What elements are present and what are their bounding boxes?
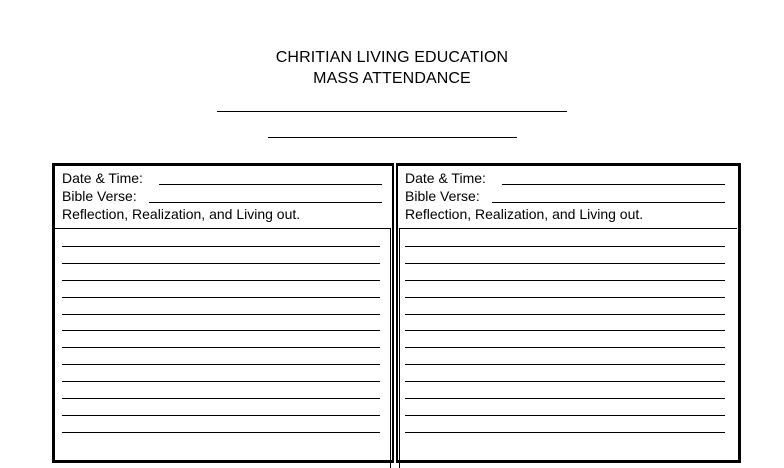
form-title: CHRITIAN LIVING EDUCATION xyxy=(275,49,509,66)
ruled-line xyxy=(62,347,380,348)
ruled-line xyxy=(405,263,725,264)
reflection-field xyxy=(62,205,384,223)
ruled-line xyxy=(62,381,380,382)
name-blank-line xyxy=(217,111,567,112)
bible-verse-blank xyxy=(492,202,725,203)
ruled-line xyxy=(62,330,380,331)
bible-verse-field xyxy=(62,187,384,205)
ruled-line xyxy=(62,314,380,315)
date-time-field xyxy=(405,169,727,187)
bible-verse-blank xyxy=(149,202,382,203)
panel-divider xyxy=(392,163,398,463)
ruled-line xyxy=(405,364,725,365)
form-subtitle: MASS ATTENDANCE xyxy=(313,70,471,87)
ruled-line xyxy=(62,297,380,298)
ruled-line xyxy=(405,432,725,433)
ruled-line xyxy=(62,398,380,399)
date-time-blank xyxy=(502,184,725,185)
bible-verse-label: Bible Verse: xyxy=(405,188,480,204)
ruled-line xyxy=(62,415,380,416)
ruled-line xyxy=(405,280,725,281)
reflection-label: Reflection, Realization, and Living out. xyxy=(405,206,644,222)
ruled-line xyxy=(62,280,380,281)
right-panel-header xyxy=(405,169,727,223)
ruled-line xyxy=(405,347,725,348)
ruled-line xyxy=(405,297,725,298)
ruled-line xyxy=(405,246,725,247)
ruled-line xyxy=(405,330,725,331)
ruled-line xyxy=(405,398,725,399)
ruled-line xyxy=(62,246,380,247)
ruled-line xyxy=(62,263,380,264)
ruled-line xyxy=(62,364,380,365)
reflection-field xyxy=(405,205,727,223)
section-blank-line xyxy=(268,137,517,138)
ruled-line xyxy=(62,432,380,433)
ruled-line xyxy=(405,314,725,315)
date-time-field xyxy=(62,169,384,187)
bible-verse-field xyxy=(405,187,727,205)
date-time-label: Date & Time: xyxy=(405,170,486,186)
reflection-label: Reflection, Realization, and Living out. xyxy=(62,206,301,222)
ruled-line xyxy=(405,415,725,416)
date-time-label: Date & Time: xyxy=(62,170,143,186)
date-time-blank xyxy=(159,184,382,185)
bible-verse-label: Bible Verse: xyxy=(62,188,137,204)
left-panel-header xyxy=(62,169,384,223)
ruled-line xyxy=(405,381,725,382)
